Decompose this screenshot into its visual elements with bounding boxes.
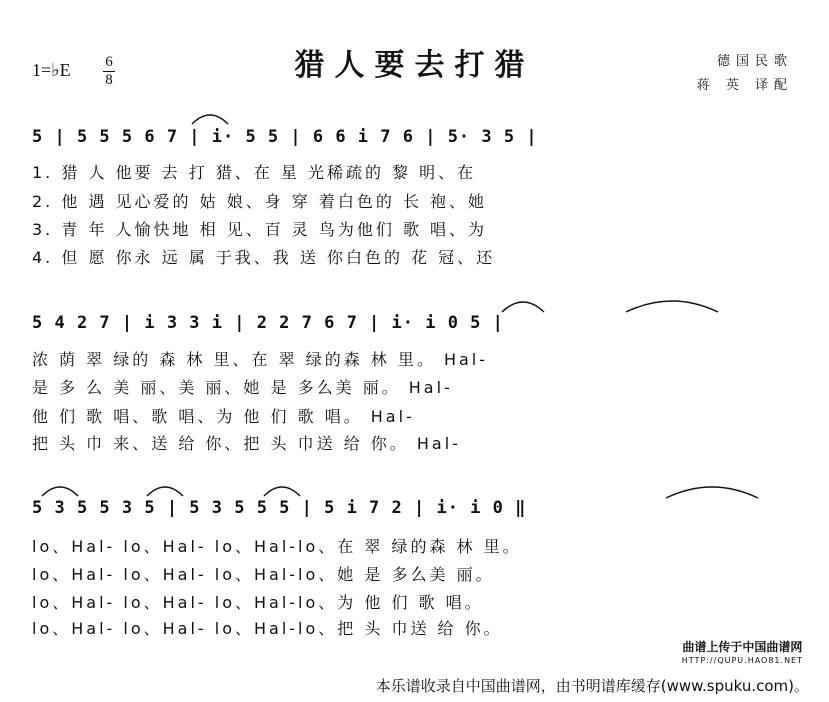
system3-notes: 5 3 5 5 3 5 | 5 3 5 5 5 | 5 i 7 2 | i· i 0 ‖ xyxy=(32,498,527,518)
meter-bottom: 8 xyxy=(105,72,113,88)
site-watermark xyxy=(682,640,803,668)
system2-notes: 5 4 2 7 | i 3 3 i | 2 2 7 6 7 | i· i 0 5 | xyxy=(32,313,504,333)
slur-mark xyxy=(262,482,302,498)
system1-lyric-3: 3. 青 年 人愉快地 相 见、百 灵 鸟为他们 歌 唱、为 xyxy=(32,220,488,239)
system3-lyric-1: lo、Hal- lo、Hal- lo、Hal-lo、在 翠 绿的森 林 里。 xyxy=(32,537,522,556)
slur-mark xyxy=(190,110,230,126)
system1-notes: 5 | 5 5 5 6 7 | i· 5 5 | 6 6 i 7 6 | 5· 3 5 | xyxy=(32,127,538,147)
system1-lyric-4: 4. 但 愿 你永 远 属 于我、我 送 你白色的 花 冠、还 xyxy=(32,248,496,267)
system3-lyric-4: lo、Hal- lo、Hal- lo、Hal-lo、把 头 巾送 给 你。 xyxy=(32,619,503,638)
origin-credit: 德国民歌 xyxy=(716,54,793,69)
site-url: HTTP://QUPU.HAO81.NET xyxy=(681,656,803,665)
page-title: 猎人要去打猎 xyxy=(294,48,535,83)
system3-lyric-2: lo、Hal- lo、Hal- lo、Hal-lo、她 是 多么美 丽。 xyxy=(32,565,495,584)
time-signature xyxy=(103,55,115,88)
source-note: 本乐谱收录自中国曲谱网，由书明谱库缓存(www.spuku.com)。 xyxy=(375,677,809,695)
tie-mark xyxy=(624,296,720,314)
system1-lyric-1: 1. 猎 人 他要 去 打 猎、在 星 光稀疏的 黎 明、在 xyxy=(32,163,477,182)
meter-top: 6 xyxy=(105,54,113,70)
system2-lyric-3: 他 们 歌 唱、歌 唱、为 他 们 歌 唱。 Hal- xyxy=(32,407,415,426)
slur-mark xyxy=(145,482,185,498)
translator-credit: 蒋 英 译配 xyxy=(696,78,793,93)
tie-mark xyxy=(664,482,760,500)
system2-lyric-4: 把 头 巾 来、送 给 你、把 头 巾送 给 你。 Hal- xyxy=(32,434,461,453)
system3-lyric-3: lo、Hal- lo、Hal- lo、Hal-lo、为 他 们 歌 唱。 xyxy=(32,593,484,612)
system2-lyric-1: 浓 荫 翠 绿的 森 林 里、在 翠 绿的森 林 里。 Hal- xyxy=(32,350,489,369)
site-label: 曲谱上传于中国曲谱网 xyxy=(682,640,803,654)
system1-lyric-2: 2. 他 遇 见心爱的 姑 娘、身 穿 着白色的 长 袍、她 xyxy=(32,192,488,211)
slur-mark xyxy=(500,296,546,314)
system2-lyric-2: 是 多 么 美 丽、美 丽、她 是 多么美 丽。 Hal- xyxy=(32,378,453,397)
slur-mark xyxy=(40,482,80,498)
key-signature: 1=♭E xyxy=(32,60,71,80)
